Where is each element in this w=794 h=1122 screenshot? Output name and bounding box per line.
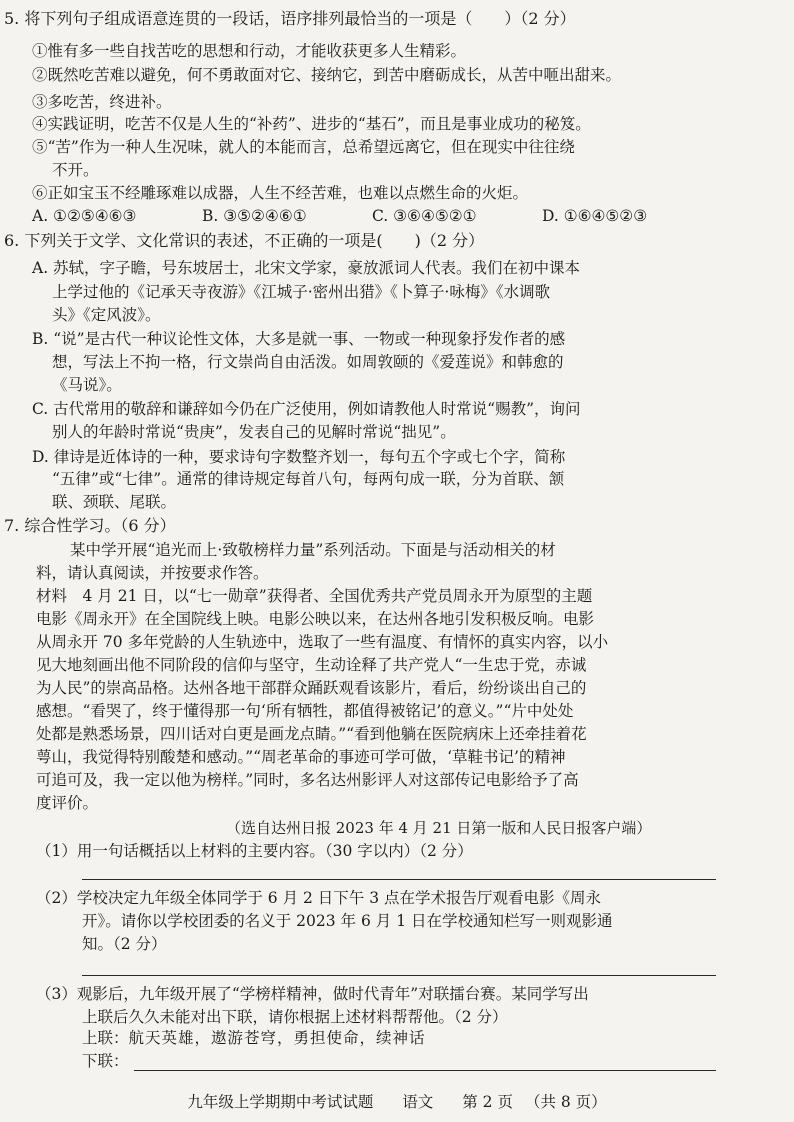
material-line-3: 从周永开 70 多年党龄的人生轨迹中，选取了一些有温度、有情怀的真实内容，以小: [36, 633, 609, 651]
q5-stem: 5. 将下列句子组成语意连贯的一段话，语序排列最恰当的一项是（ ）（2 分）: [4, 9, 576, 28]
lower-couplet-label: 下联：: [82, 1052, 129, 1070]
q5-option-b: B. ③⑤②④⑥①: [202, 207, 307, 225]
q5-sentence-3: ③多吃苦，终进补。: [32, 93, 172, 111]
material-line-1: 材料 4 月 21 日，以“七一勋章”获得者、全国优秀共产党员周永开为原型的主题: [36, 587, 593, 605]
q6-option-d-line3: 联、颈联、尾联。: [52, 493, 177, 511]
material-line-9: 可追可及，我一定以他为榜样。”同时，多名达州影评人对这部传记电影给予了高: [36, 771, 579, 789]
q5-sentence-5: ⑤“苦”作为一种人生况味，就人的本能而言，总希望远离它，但在现实中往往绕: [32, 138, 575, 156]
material-line-6: 感想。“看哭了，终于懂得那一句‘所有牺牲，都值得被铭记’的意义。”“片中处处: [36, 702, 574, 720]
q7-intro-line2: 料，请认真阅读，并按要求作答。: [36, 564, 269, 582]
material-line-4: 见大地刻画出他不同阶段的信仰与坚守，生动诠释了共产党人“一生忠于党，赤诚: [36, 656, 587, 674]
material-line-10: 度评价。: [36, 794, 99, 812]
q5-sentence-4: ④实践证明，吃苦不仅是人生的“补药”、进步的“基石”，而且是事业成功的秘笈。: [32, 115, 591, 133]
q5-sentence-1: ①惟有多一些自找苦吃的思想和行动，才能收获更多人生精彩。: [32, 42, 467, 60]
q5-option-d: D. ①⑥④⑤②③: [542, 207, 648, 225]
q5-option-a: A. ①②⑤④⑥③: [32, 207, 137, 225]
q7-stem: 7. 综合性学习。（6 分）: [4, 516, 176, 535]
material-line-7: 处都是熟悉场景，四川话对白更是画龙点睛。”“看到他躺在医院病床上还牵挂着花: [36, 725, 587, 743]
q6-stem: 6. 下列关于文学、文化常识的表述，不正确的一项是( )（2 分）: [4, 231, 485, 250]
q6-option-b-line2: 想，写法上不拘一格，行文崇尚自由活泼。如周敦颐的《爱莲说》和韩愈的: [52, 353, 564, 371]
q6-option-d-line1: D. 律诗是近体诗的一种，要求诗句字数整齐划一，每句五个字或七个字，简称: [32, 448, 566, 466]
q7-part3-line2: 上联后久久未能对出下联，请你根据上述材料帮帮他。（2 分）: [82, 1008, 508, 1026]
q5-option-c: C. ③⑥④⑤②①: [372, 207, 477, 225]
footer-exam-title: 九年级上学期期中考试试题: [187, 1093, 374, 1111]
q6-option-c-line1: C. 古代常用的敬辞和谦辞如今仍在广泛使用，例如请教他人时常说“赐教”，询问: [32, 400, 581, 418]
page-footer: [0, 1090, 794, 1112]
answer-line-lower-couplet[interactable]: [134, 1070, 716, 1071]
q5-sentence-5-cont: 不开。: [52, 161, 99, 179]
material-line-2: 电影《周永开》在全国院线上映。电影公映以来，在达州各地引发积极反响。电影: [36, 610, 595, 628]
footer-total-pages: （共 8 页）: [524, 1093, 607, 1111]
answer-line-part1: [82, 879, 716, 880]
q6-option-c-line2: 别人的年龄时常说“贵庚”，发表自己的见解时常说“拙见”。: [52, 423, 456, 441]
upper-couplet-label: 上联：: [82, 1029, 129, 1047]
q7-part1-prompt: （1）用一句话概括以上材料的主要内容。（30 字以内）（2 分）: [36, 842, 473, 860]
q5-sentence-2: ②既然吃苦难以避免，何不勇敢面对它、接纳它，到苦中磨砺成长，从苦中咂出甜来。: [32, 66, 622, 84]
footer-subject: 语文: [402, 1093, 434, 1111]
q7-intro-line1: 某中学开展“追光而上·致敬榜样力量”系列活动。下面是与活动相关的材: [70, 541, 556, 559]
q7-part2-line3: 知。（2 分）: [82, 935, 167, 953]
q7-part2-line1: （2）学校决定九年级全体同学于 6 月 2 日下午 3 点在学术报告厅观看电影《周永: [36, 889, 602, 907]
q7-part3-line1: （3）观影后，九年级开展了“学榜样精神，做时代青年”对联擂台赛。某同学写出: [36, 985, 589, 1003]
material-source: （选自达州日报 2023 年 4 月 21 日第一版和人民日报客户端）: [226, 819, 652, 837]
q6-option-a-line1: A. 苏轼，字子瞻，号东坡居士，北宋文学家，豪放派词人代表。我们在初中课本: [32, 259, 581, 277]
q6-option-b-line3: 《马说》。: [52, 376, 122, 394]
upper-couplet-text: 航天英雄，遨游苍穹，勇担使命，续神话: [128, 1029, 426, 1047]
q6-option-d-line2: “五律”或“七律”。通常的律诗规定每首八句，每两句成一联，分为首联、颔: [52, 470, 565, 488]
q7-part2-line2: 开》。请你以学校团委的名义于 2023 年 6 月 1 日在学校通知栏写一则观影通: [82, 912, 613, 930]
material-line-5: 为人民”的崇高品格。达州各地干部群众踊跃观看该影片，看后，纷纷谈出自己的: [36, 679, 587, 697]
answer-line-part2: [82, 975, 716, 976]
q6-option-b-line1: B. “说”是古代一种议论性文体，大多是就一事、一物或一种现象抒发作者的感: [32, 330, 566, 348]
q5-sentence-6: ⑥正如宝玉不经雕琢难以成器，人生不经苦难，也难以点燃生命的火炬。: [32, 184, 529, 202]
material-line-8: 萼山，我觉得特别酸楚和感动。”“周老革命的事迹可学可做，‘草鞋书记’的精神: [36, 748, 566, 766]
q6-option-a-line3: 头》《定风波》。: [52, 306, 161, 324]
footer-page-number: 第 2 页: [462, 1093, 513, 1111]
upper-couplet: [82, 1027, 426, 1049]
q6-option-a-line2: 上学过他的《记承天寺夜游》《江城子·密州出猎》《卜算子·咏梅》《水调歌: [52, 283, 551, 301]
